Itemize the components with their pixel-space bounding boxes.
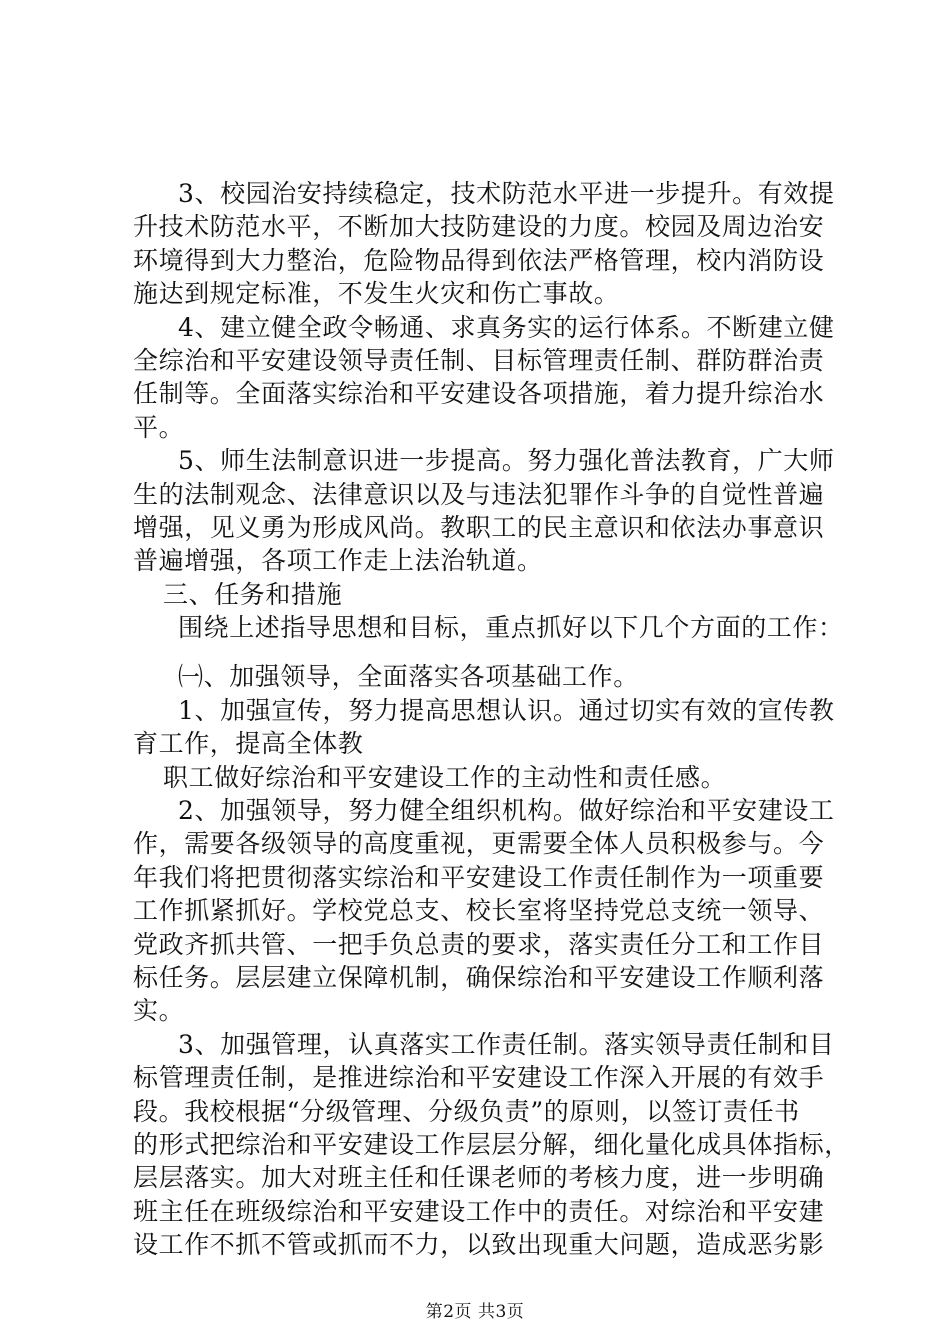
paragraph-task-1 — [133, 694, 833, 761]
text-line: 全综治和平安建设领导责任制、目标管理责任制、群防群治责 — [133, 345, 825, 375]
text-line: 增强，见义勇为形成风尚。教职工的民主意识和依法办事意识 — [133, 512, 825, 542]
text-line: 的形式把综治和平安建设工作层层分解，细化量化成具体指标， — [133, 1129, 850, 1159]
paragraph-task-3 — [133, 1028, 850, 1262]
text-line: 3、校园治安持续稳定，技术防范水平进一步提升。有效提 — [178, 179, 835, 208]
text-line: 3、加强管理，认真落实工作责任制。落实领导责任制和目 — [178, 1029, 835, 1059]
text-line: 围绕上述指导思想和目标，重点抓好以下几个方面的工作： — [178, 613, 844, 643]
text-line: 升技术防范水平，不断加大技防建设的力度。校园及周边治安 — [133, 212, 825, 242]
text-line: 5、师生法制意识进一步提高。努力强化普法教育，广大师 — [178, 446, 835, 476]
text-line: 普遍增强，各项工作走上法治轨道。 — [133, 546, 543, 576]
paragraph-goal-4 — [133, 311, 833, 445]
document-body — [133, 177, 850, 1262]
text-line: 工作抓紧抓好。学校党总支、校长室将坚持党总支统一领导、 — [133, 896, 825, 926]
text-line: 设工作不抓不管或抓而不力，以致出现重大问题，造成恶劣影 — [133, 1230, 825, 1260]
text-line: 层层落实。加大对班主任和任课老师的考核力度，进一步明确 — [133, 1163, 825, 1193]
paragraph-task-1-continued — [133, 761, 833, 794]
text-line: 施达到规定标准，不发生火灾和伤亡事故。 — [133, 279, 620, 309]
text-line: 标任务。层层建立保障机制，确保综治和平安建设工作顺利落 — [133, 962, 825, 992]
text-line: 职工做好综治和平安建设工作的主动性和责任感。 — [163, 762, 727, 792]
paragraph-intro — [133, 611, 844, 644]
text-line: 标管理责任制，是推进综治和平安建设工作深入开展的有效手 — [133, 1063, 825, 1093]
section-heading — [133, 578, 833, 611]
text-line: 段。我校根据“分级管理、分级负责”的原则，以签订责任书 — [133, 1096, 800, 1126]
paragraph-goal-3 — [133, 177, 833, 311]
text-line: 4、建立健全政令畅通、求真务实的运行体系。不断建立健 — [178, 312, 835, 342]
text-line: 年我们将把贯彻落实综治和平安建设工作责任制作为一项重要 — [133, 862, 825, 892]
text-line: 党政齐抓共管、一把手负总责的要求，落实责任分工和工作目 — [133, 929, 825, 959]
text-line: 育工作，提高全体教 — [133, 729, 364, 759]
text-line: ㈠、加强领导，全面落实各项基础工作。 — [178, 662, 639, 692]
subsection-heading — [133, 660, 833, 693]
blank-gap — [133, 644, 833, 660]
text-line: 作，需要各级领导的高度重视，更需要全体人员积极参与。今 — [133, 829, 825, 859]
text-line: 1、加强宣传，努力提高思想认识。通过切实有效的宣传教 — [178, 695, 835, 725]
text-line: 生的法制观念、法律意识以及与违法犯罪作斗争的自觉性普遍 — [133, 479, 825, 509]
text-line: 三、任务和措施 — [163, 579, 343, 609]
page-number-footer: 第2页 共3页 — [425, 1302, 525, 1322]
text-line: 任制等。全面落实综治和平安建设各项措施，着力提升综治水 — [133, 379, 825, 409]
text-line: 平。 — [133, 412, 185, 442]
text-line: 环境得到大力整治，危险物品得到依法严格管理，校内消防设 — [133, 245, 825, 275]
text-line: 2、加强领导，努力健全组织机构。做好综治和平安建设工 — [178, 796, 835, 826]
text-line: 实。 — [133, 996, 185, 1026]
paragraph-task-2 — [133, 794, 833, 1028]
paragraph-goal-5 — [133, 444, 833, 578]
text-line: 班主任在班级综治和平安建设工作中的责任。对综治和平安建 — [133, 1196, 825, 1226]
